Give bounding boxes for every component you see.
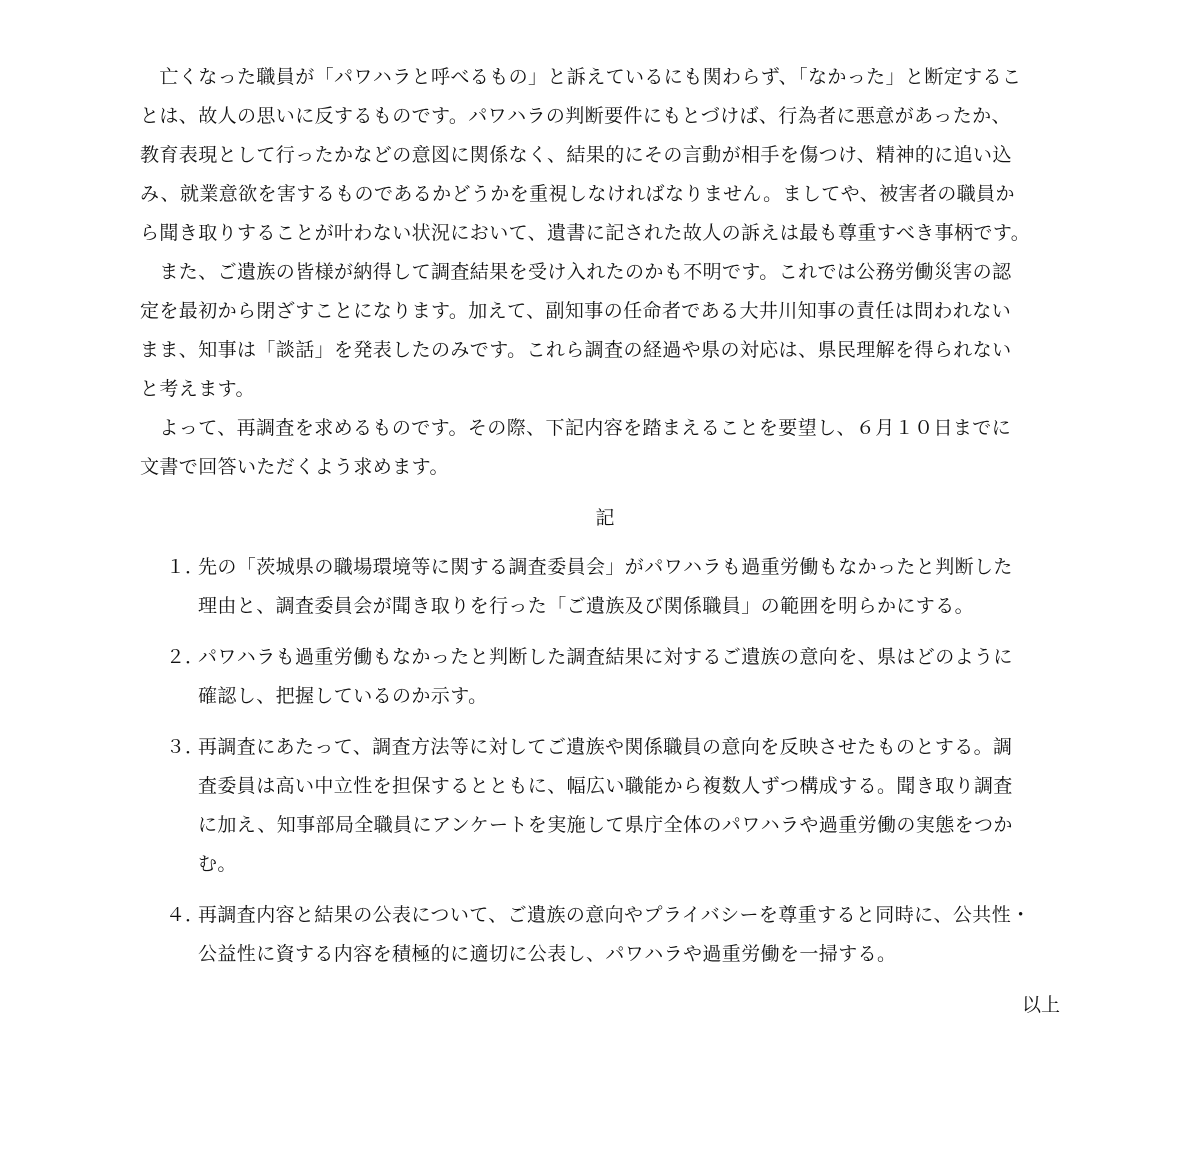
paragraph-1 bbox=[140, 58, 1070, 253]
list-item-line: 再調査にあたって、調査方法等に対してご遺族や関係職員の意向を反映させたものとする。調 bbox=[198, 736, 1013, 758]
list-item-number: ２． bbox=[166, 646, 205, 668]
list-item-line: に加え、知事部局全職員にアンケートを実施して県庁全体のパワハラや過重労働の実態をつか bbox=[198, 814, 1013, 836]
list-item-number: ３． bbox=[166, 736, 205, 758]
paragraph-line: 文書で回答いただくよう求めます。 bbox=[140, 456, 449, 478]
list-item-line: 査委員は高い中立性を担保するとともに、幅広い職能から複数人ずつ構成する。聞き取り調査 bbox=[198, 775, 1013, 797]
paragraph-line: よって、再調査を求めるものです。その際、下記内容を踏まえることを要望し、６月１０日までに bbox=[140, 417, 1012, 439]
list-item-line: 確認し、把握しているのか示す。 bbox=[198, 685, 488, 707]
list-item-line: パワハラも過重労働もなかったと判断した調査結果に対するご遺族の意向を、県はどのように bbox=[198, 646, 1013, 668]
closing-mark: 以上 bbox=[1021, 994, 1060, 1016]
list-item-4 bbox=[140, 896, 1070, 974]
list-item-line: む。 bbox=[198, 853, 237, 875]
paragraph-2 bbox=[140, 253, 1070, 409]
list-item-number: ４． bbox=[166, 904, 205, 926]
paragraph-line: 亡くなった職員が「パワハラと呼べるもの」と訴えているにも関わらず、「なかった」と断定するこ bbox=[140, 66, 1022, 88]
list-item-line: 公益性に資する内容を積極的に適切に公表し、パワハラや過重労働を一掃する。 bbox=[198, 943, 897, 965]
paragraph-line: また、ご遺族の皆様が納得して調査結果を受け入れたのかも不明です。これでは公務労働災害の認 bbox=[140, 261, 1012, 283]
list-item-line: 理由と、調査委員会が聞き取りを行った「ご遺族及び関係職員」の範囲を明らかにする。 bbox=[198, 595, 975, 617]
paragraph-line: まま、知事は「談話」を発表したのみです。これら調査の経過や県の対応は、県民理解を得られない bbox=[140, 339, 1012, 361]
list-item-line: 先の「茨城県の職場環境等に関する調査委員会」がパワハラも過重労働もなかったと判断した bbox=[198, 556, 1013, 578]
paragraph-3 bbox=[140, 409, 1070, 487]
list-item-1 bbox=[140, 548, 1070, 626]
document-body bbox=[140, 58, 1070, 1025]
ki-heading: 記 bbox=[595, 507, 615, 529]
list-item-2 bbox=[140, 638, 1070, 716]
paragraph-line: ら聞き取りすることが叶わない状況において、遺書に記された故人の訴えは最も尊重すべき事柄です。 bbox=[140, 222, 1031, 244]
list-item-3 bbox=[140, 728, 1070, 884]
paragraph-line: 教育表現として行ったかなどの意図に関係なく、結果的にその言動が相手を傷つけ、精神的に追い込 bbox=[140, 144, 1012, 166]
paragraph-line: とは、故人の思いに反するものです。パワハラの判断要件にもとづけば、行為者に悪意があったか、 bbox=[140, 105, 1011, 127]
list-item-line: 再調査内容と結果の公表について、ご遺族の意向やプライバシーを尊重すると同時に、公共性・ bbox=[198, 904, 1031, 926]
paragraph-line: と考えます。 bbox=[140, 378, 255, 400]
paragraph-line: み、就業意欲を害するものであるかどうかを重視しなければなりません。ましてや、被害者の職員か bbox=[140, 183, 1015, 205]
list-item-number: １． bbox=[166, 556, 205, 578]
paragraph-line: 定を最初から閉ざすことになります。加えて、副知事の任命者である大井川知事の責任は問われない bbox=[140, 300, 1012, 322]
